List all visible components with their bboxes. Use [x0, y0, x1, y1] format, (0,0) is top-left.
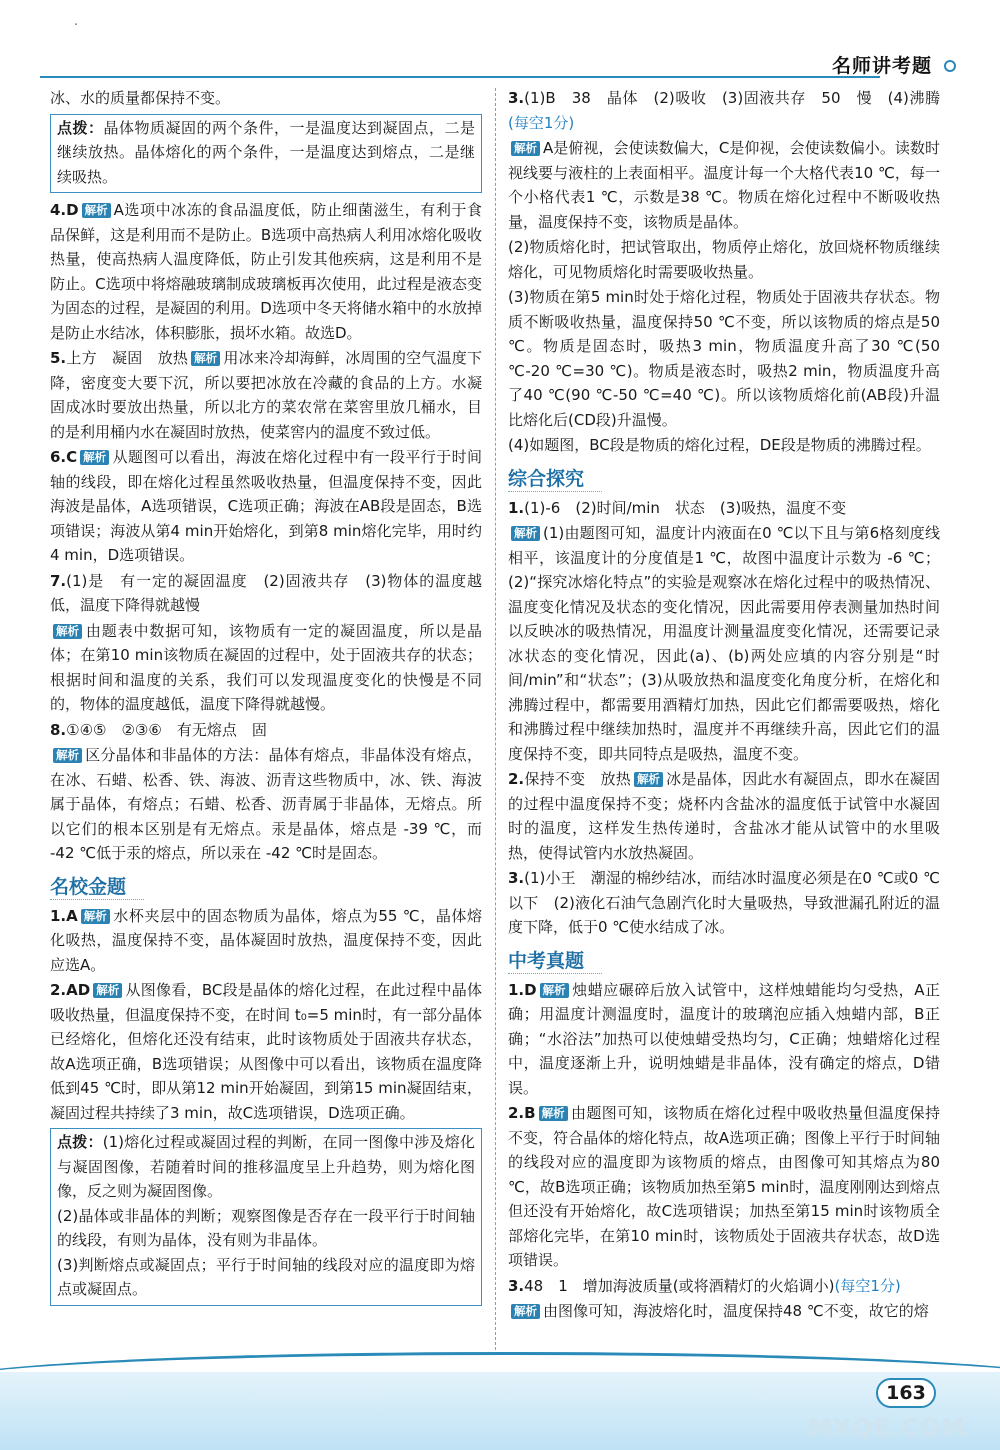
footer-wave — [0, 1352, 1000, 1412]
analysis-text: 由题表中数据可知，该物质有一定的凝固温度，所以是晶体；在第10 min该物质在凝固的过程中，处于固液共存的状态；根据时间和温度的关系，我们可以发现温度变化的快慢是不同的，物体的温度越低，温度下降得就越慢。 — [50, 621, 482, 713]
answer-text: 48 1 增加海波质量(或将酒精灯的火焰调小) — [524, 1276, 835, 1295]
answer-number: 3. — [508, 1276, 525, 1295]
answer-z2 — [508, 767, 940, 865]
section-heading: 中考真题 — [508, 948, 602, 974]
analysis-tag: 解析 — [634, 772, 663, 787]
answer-number: 1. — [508, 498, 525, 517]
analysis-text: 用冰来冷却海鲜，冰周围的空气温度下降，密度变大要下沉，所以要把冰放在冷藏的食品的上方。水凝固成冰时要放出热量，所以北方的菜农常在菜窖里放几桶水，目的是利用桶内水在凝固时放热，使菜窖内的温度不致过低。 — [50, 349, 482, 441]
analysis-text: 水杯夹层中的固态物质为晶体，熔点为55 ℃，晶体熔化吸热，温度保持不变，晶体凝固时放热，温度保持不变，因此应选A。 — [50, 906, 482, 974]
right-column — [508, 86, 940, 1325]
answer-number: 1.D — [508, 980, 537, 999]
answer-z1 — [508, 496, 940, 521]
section-heading: 名校金题 — [50, 874, 144, 900]
tip-text: (3)判断熔点或凝固点；平行于时间轴的线段对应的温度即为熔点或凝固点。 — [57, 1255, 475, 1298]
analysis-tag: 解析 — [81, 909, 110, 924]
answer-number: 2.AD — [50, 981, 91, 999]
watermark: MXQE.COM — [808, 1414, 967, 1442]
left-column — [50, 86, 482, 1311]
answer-6 — [50, 445, 482, 568]
analysis-text: (4)如题图，BC段是物质的熔化过程，DE段是物质的沸腾过程。 — [508, 436, 931, 454]
score-note: (每空1分) — [834, 1276, 901, 1295]
header-rule — [40, 76, 880, 78]
tip-text: (1)熔化过程或凝固过程的判断，在同一图像中涉及熔化与凝固图像，若随着时间的推移温度呈上升趋势，则为熔化图像，反之则为凝固图像。 — [57, 1133, 475, 1200]
analysis-text: (3)物质在第5 min时处于熔化过程，物质处于固液共存状态。物质不断吸收热量，温度保持50 ℃不变，所以该物质的熔点是50 ℃。物质是固态时，吸热3 min，物质温度升高了30 ℃(50 ℃-20 ℃=30 ℃)。物质是液态时，吸热2 min，物质温度升高了40 ℃(90 ℃-50 ℃=40 ℃)。所以该物质熔化前(AB段)升温比熔化后(CD段)升温慢。 — [508, 288, 940, 429]
answer-text: (1)小王 潮湿的棉纱结冰，而结冰时温度必须是在0 ℃或0 ℃以下 (2)液化石油气急剧汽化时大量吸热，导致泄漏孔附近的温度下降，低于0 ℃使水结成了冰。 — [508, 869, 940, 936]
answer-k2 — [508, 1101, 940, 1273]
analysis-tag: 解析 — [80, 450, 109, 465]
answer-number: 2.B — [508, 1104, 536, 1122]
analysis-tag: 解析 — [511, 141, 540, 156]
analysis-text: 区分晶体和非晶体的方法：晶体有熔点，非晶体没有熔点，在冰、石蜡、松香、铁、海波、沥青这些物质中，冰、铁、海波属于晶体，有熔点；石蜡、松香、沥青属于非晶体，无熔点。所以它们的根本区别是有无熔点。汞是晶体，熔点是 -39 ℃，而 -42 ℃低于汞的熔点，所以汞在 -42 ℃时是固态。 — [50, 746, 482, 862]
analysis-tag: 解析 — [511, 526, 540, 541]
analysis-text: 从题图可以看出，海波在熔化过程中有一段平行于时间轴的线段，即在熔化过程虽然吸收热量，但温度保持不变，因此海波是晶体，A选项错误，C选项正确；海波在AB段是固态，B选项错误；海波从第4 min开始熔化，到第8 min熔化完毕，用时约4 min，D选项错误。 — [50, 448, 482, 564]
tip-title: 点拨： — [57, 118, 104, 137]
answer-text: 上方 凝固 放热 — [66, 349, 189, 367]
answer-7 — [50, 569, 482, 618]
answer-text: ①④⑤ ②③⑥ 有无熔点 固 — [66, 720, 267, 739]
tip-text: (2)晶体或非晶体的判断；观察图像是否存在一段平行于时间轴的线段，有则为晶体，没有则为非晶体。 — [57, 1206, 475, 1249]
analysis-text: 由图像可知，海波熔化时，温度保持48 ℃不变，故它的熔 — [543, 1302, 929, 1320]
answer-m1 — [50, 904, 482, 978]
answer-3 — [508, 86, 940, 135]
score-note: (每空1分) — [508, 113, 575, 132]
analysis-text: 冰是晶体，因此水有凝固点，即水在凝固的过程中温度保持不变；烧杯内含盐冰的温度低于试管中水凝固时的温度，这样发生热传递时，含盐冰才能从试管中的水里吸热，使得试管内水放热凝固。 — [508, 770, 940, 862]
answer-5 — [50, 346, 482, 444]
analysis-text: A选项中冰冻的食品温度低，防止细菌滋生，有利于食品保鲜，这是利用而不是防止。B选项中高热病人利用冰熔化吸收热量，使高热病人温度降低，防止引发其他疾病，这是利用不是防止。C选项中将熔融玻璃制成玻璃板再次使用，此过程是液态变为固态的过程，是凝固的利用。D选项中冬天将储水箱中的水放掉是防止水结冰，体积膨胀，损坏水箱。故选D。 — [50, 201, 482, 342]
answer-number: 7. — [50, 571, 67, 590]
header-title: 名师讲考题 — [831, 55, 932, 77]
page-number: 163 — [876, 1378, 936, 1408]
answer-text: (1)是 有一定的凝固温度 (2)固液共存 (3)物体的温度越低，温度下降得就越慢 — [50, 571, 482, 614]
answer-number: 2. — [508, 770, 525, 788]
header-dot-icon — [944, 60, 956, 72]
analysis-tag: 解析 — [511, 1304, 540, 1319]
answer-number: 1.A — [50, 906, 78, 925]
column-divider — [495, 88, 496, 1350]
analysis-z1 — [508, 521, 940, 766]
analysis-tag: 解析 — [93, 983, 122, 998]
answer-k1 — [508, 978, 940, 1101]
analysis-text: (1)由题图可知，温度计内液面在0 ℃以下且与第6格刻度线相平，该温度计的分度值是1 ℃，故图中温度计示数为 -6 ℃；(2)“探究冰熔化特点”的实验是观察冰在熔化过程中的吸热情况、温度变化情况及状态的变化情况，因此需要用停表测量加热时间以反映冰的吸热情况，用温度计测量温度变化情况，还需要记录冰状态的变化情况，因此(a)、(b)两处应填的内容分别是“时间/min”和“状态”；(3)从吸放热和温度变化角度分析，在熔化和沸腾过程中，都需要用酒精灯加热，因此它们都需要吸热，熔化和沸腾过程中继续加热时，温度并不再继续升高，因此它们的温度保持不变，即共同特点是吸热，温度不变。 — [508, 524, 940, 763]
analysis-tag: 解析 — [191, 351, 220, 366]
intro-text: 冰、水的质量都保持不变。 — [50, 89, 231, 107]
analysis-3 — [508, 136, 940, 234]
tip-box — [50, 1128, 482, 1306]
answer-number: 6.C — [50, 448, 78, 466]
analysis-8 — [50, 743, 482, 866]
tip-box — [50, 114, 482, 194]
answer-text: (1)-6 (2)时间/min 状态 (3)吸热，温度不变 — [524, 498, 847, 517]
tip-title: 点拨： — [57, 1133, 103, 1151]
answer-text: 保持不变 放热 — [524, 770, 631, 788]
answer-number: 3. — [508, 89, 525, 107]
answer-number: 8. — [50, 720, 67, 739]
analysis-tag: 解析 — [82, 203, 111, 218]
analysis-k3 — [508, 1299, 940, 1324]
answer-k3 — [508, 1274, 940, 1299]
analysis-7 — [50, 619, 482, 717]
analysis-tag: 解析 — [540, 983, 569, 998]
analysis-text: 由题图可知，该物质在熔化过程中吸收热量但温度保持不变，符合晶体的熔化特点，故A选项正确；图像上平行于时间轴的线段对应的温度即为该物质的熔点，由图像可知其熔点为80 ℃，故B选项正确；该物质加热至第5 min时，温度刚刚达到熔点但还没有开始熔化，故C选项错误；加热至第15 min时该物质全部熔化完毕，在第10 min时，该物质处于固液共存状态，故D选项错误。 — [508, 1104, 940, 1269]
answer-z3 — [508, 866, 940, 940]
analysis-tag: 解析 — [53, 748, 82, 763]
answer-number: 4.D — [50, 201, 79, 219]
answer-text: (1)B 38 晶体 (2)吸收 (3)固液共存 50 慢 (4)沸腾 — [524, 89, 940, 107]
answer-number: 3. — [508, 869, 525, 887]
analysis-tag: 解析 — [53, 624, 82, 639]
answer-4 — [50, 198, 482, 345]
answer-m2 — [50, 978, 482, 1125]
analysis-text: A是俯视，会使读数偏大，C是仰视，会使读数偏小。读数时视线要与液柱的上表面相平。温度计每一个大格代表10 ℃，每一个小格代表1 ℃，示数是38 ℃。物质在熔化过程中不断吸收热量，温度保持不变，该物质是晶体。 — [508, 139, 940, 231]
answer-number: 5. — [50, 349, 67, 367]
section-heading: 综合探究 — [508, 466, 602, 492]
analysis-text: 烛蜡应碾碎后放入试管中，这样烛蜡能均匀受热，A正确；用温度计测温度时，温度计的玻璃泡应插入烛蜡内部，B正确；“水浴法”加热可以使烛蜡受热均匀，C正确；烛蜡熔化过程中，温度逐渐上升，说明烛蜡是非晶体，没有确定的熔点，D错误。 — [508, 980, 940, 1097]
answer-8 — [50, 718, 482, 743]
corner-mark: · — [74, 18, 79, 33]
analysis-tag: 解析 — [539, 1106, 568, 1121]
page-header — [40, 55, 970, 82]
analysis-text: (2)物质熔化时，把试管取出，物质停止熔化，放回烧杯物质继续熔化，可见物质熔化时需要吸收热量。 — [508, 238, 940, 281]
analysis-text: 从图像看，BC段是晶体的熔化过程，在此过程中晶体吸收热量，但温度保持不变，在时间 t₀=5 min时，有一部分晶体已经熔化，但熔化还没有结束，此时该物质处于固液共存状态，故A选项正确，B选项错误；从图像中可以看出，该物质在温度降低到45 ℃时，即从第12 min开始凝固，到第15 min凝固结束，凝固过程共持续了3 min，故C选项错误，D选项正确。 — [50, 981, 482, 1122]
tip-text: 晶体物质凝固的两个条件，一是温度达到凝固点，二是继续放热。晶体熔化的两个条件，一是温度达到熔点，二是继续吸热。 — [57, 118, 475, 186]
